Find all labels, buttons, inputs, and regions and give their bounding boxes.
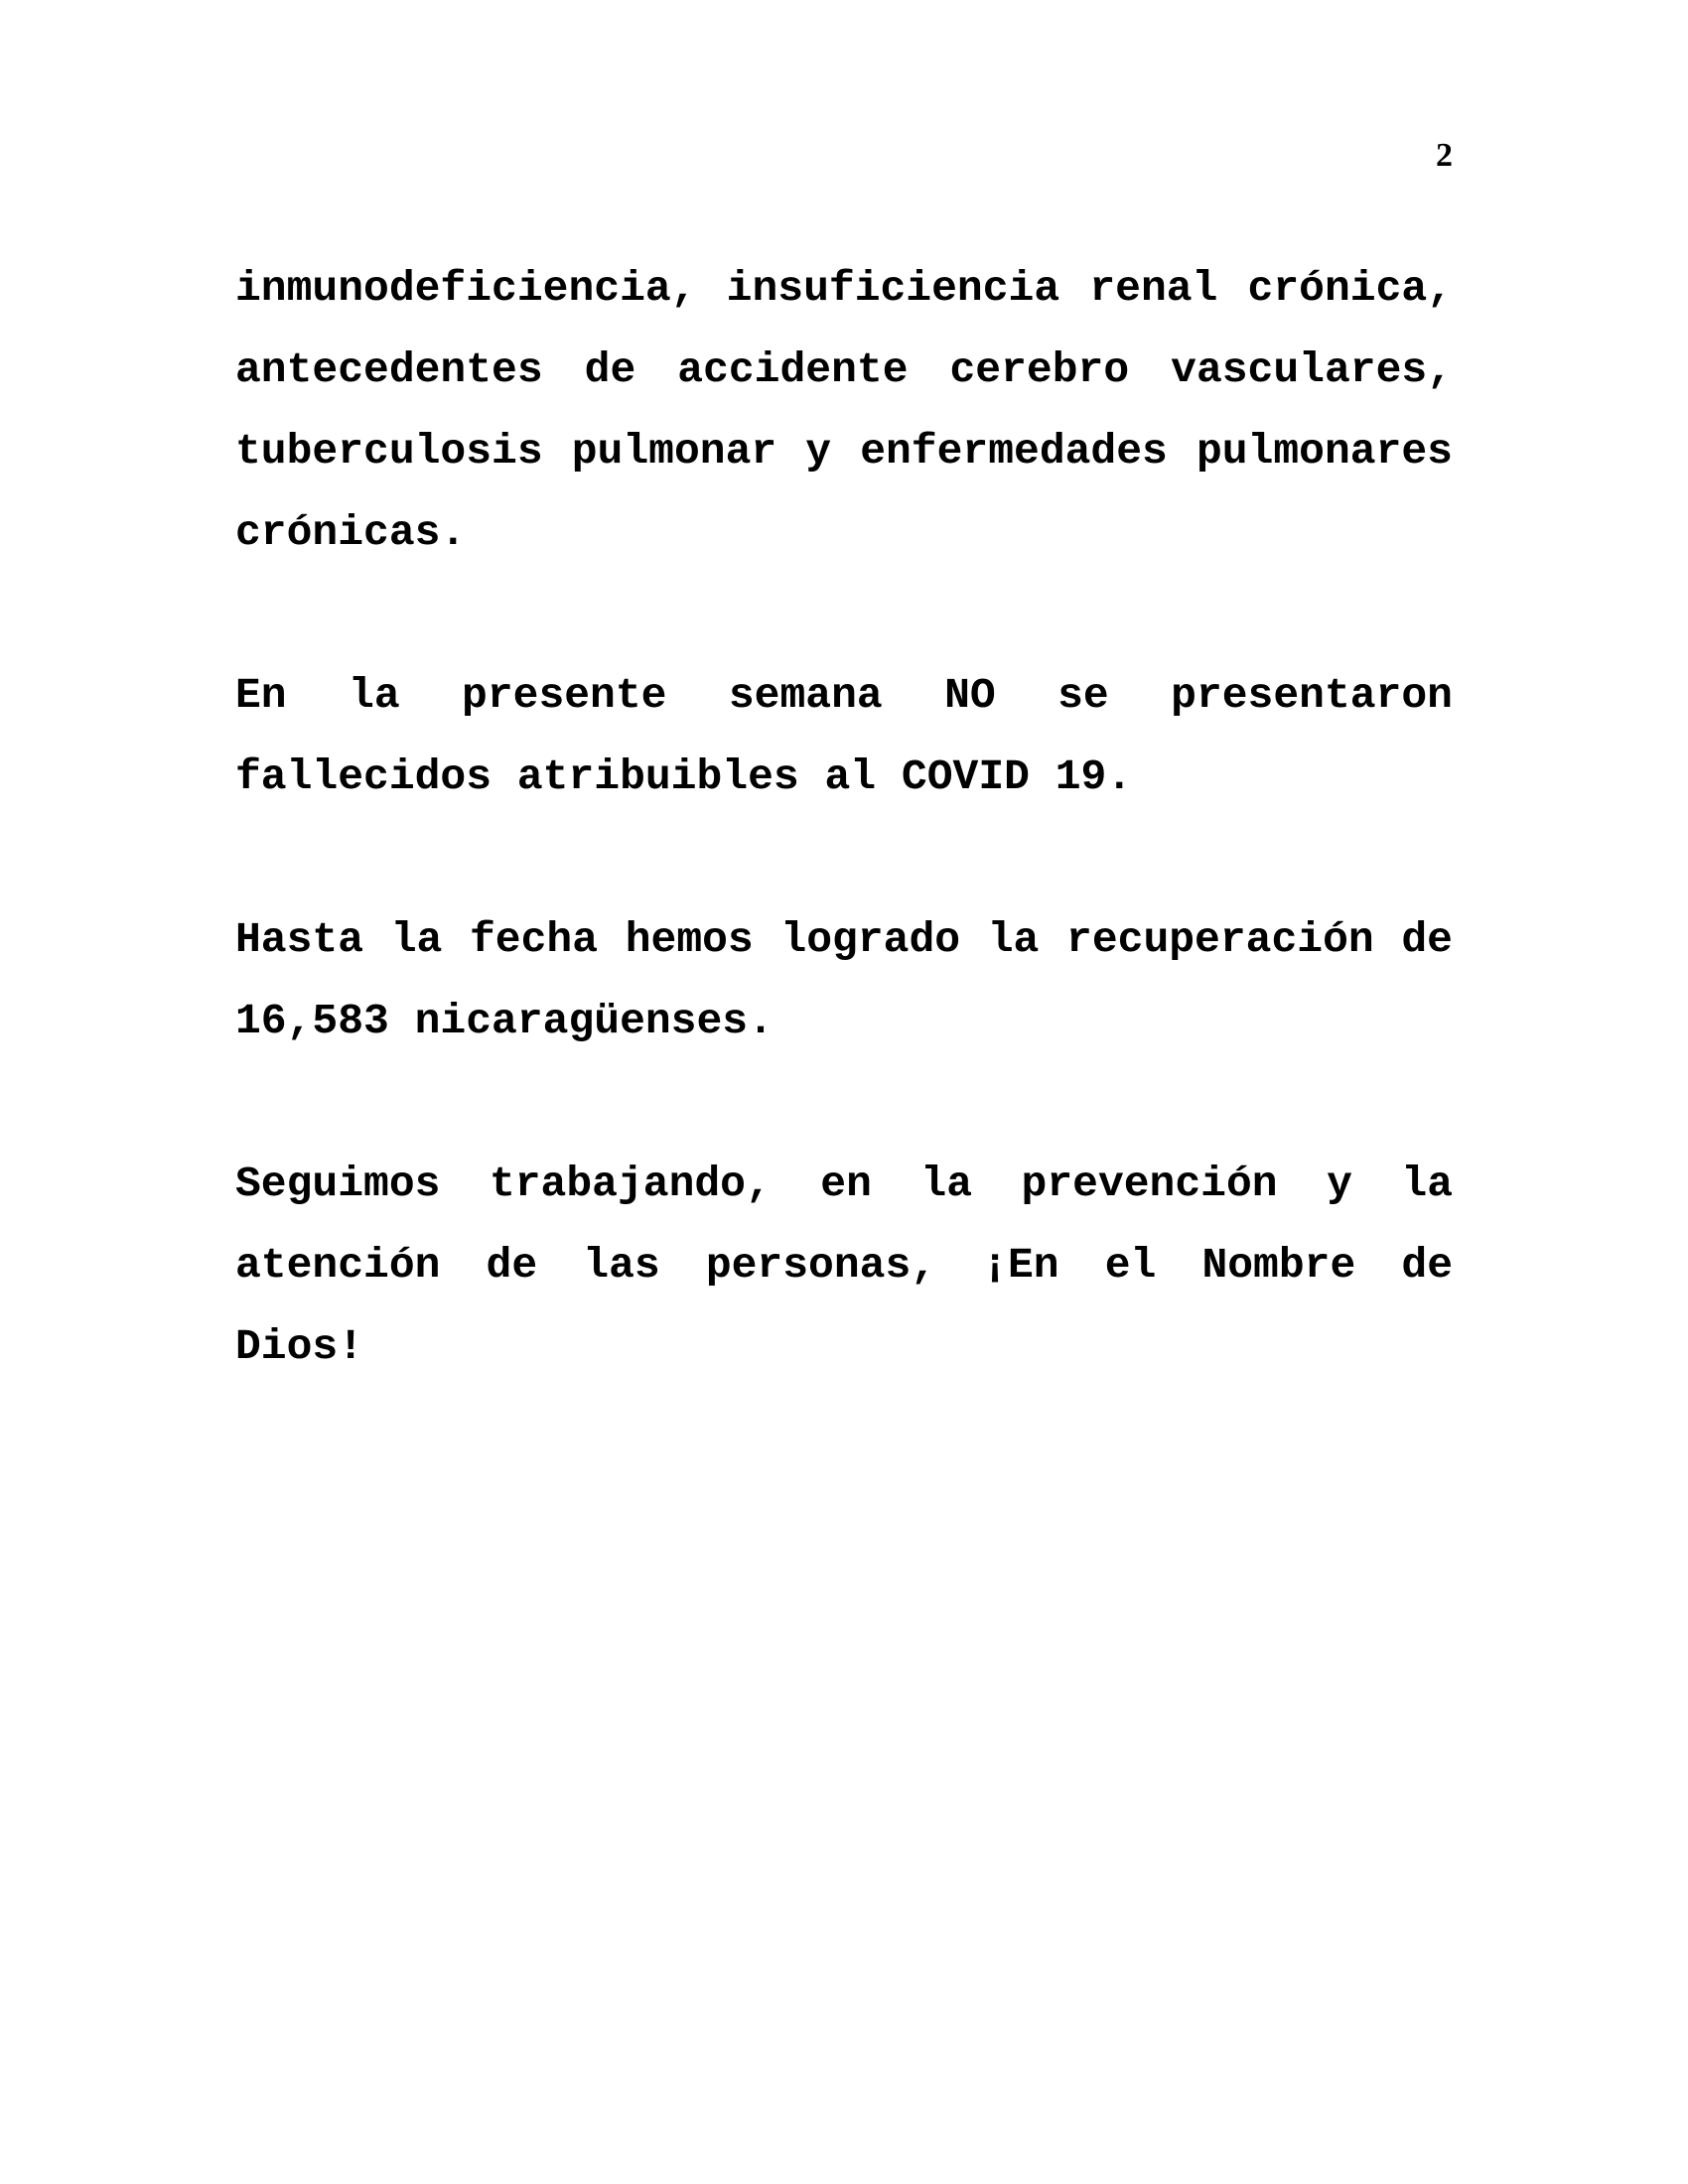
paragraph-deaths: En la presente semana NO se presentaron fallecidos atribuibles al COVID 19. — [235, 671, 1453, 801]
paragraph-comorbidities: inmunodeficiencia, insuficiencia renal crónica, antecedentes de accidente cerebro vasculares, tuberculosis pulmonar y enfermedades pulmonares crónicas. — [235, 264, 1453, 557]
paragraph-closing: Seguimos trabajando, en la prevención y la atención de las personas, ¡En el Nombre de Dios! — [235, 1160, 1453, 1371]
page-number: 2 — [1436, 137, 1453, 174]
document-body — [235, 248, 1453, 1388]
paragraph-recoveries: Hasta la fecha hemos logrado la recuperación de 16,583 nicaragüenses. — [235, 915, 1453, 1045]
